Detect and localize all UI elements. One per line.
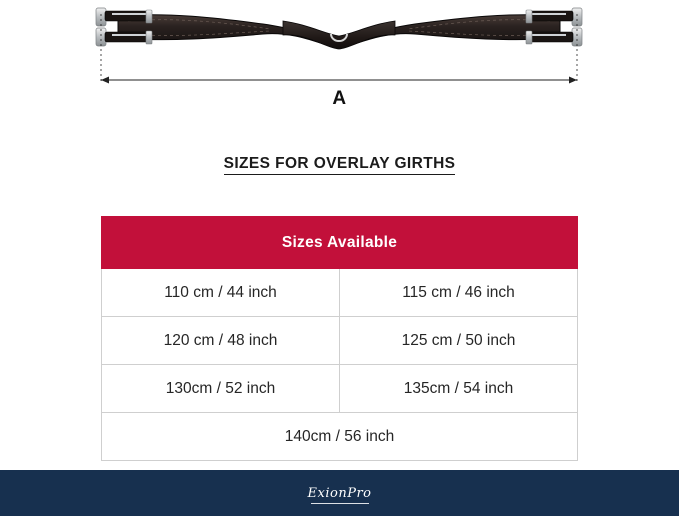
table-header-row [102, 217, 578, 269]
table-header-cell: Sizes Available [102, 217, 578, 269]
horse-girth-illustration [88, 2, 591, 97]
page-title [0, 155, 679, 173]
dimension-label-a: A [332, 88, 347, 109]
size-cell: 110 cm / 44 inch [102, 269, 340, 317]
size-cell: 115 cm / 46 inch [340, 269, 578, 317]
girth-center-pad [283, 21, 395, 49]
table-row [102, 365, 578, 413]
size-cell: 120 cm / 48 inch [102, 317, 340, 365]
table-row [102, 413, 578, 461]
size-cell: 130cm / 52 inch [102, 365, 340, 413]
footer-bar [0, 470, 679, 516]
table-row [102, 269, 578, 317]
size-cell: 125 cm / 50 inch [340, 317, 578, 365]
table-row [102, 317, 578, 365]
brand-underline [311, 503, 369, 504]
product-illustration-area [0, 0, 679, 118]
page-title-text: SIZES FOR OVERLAY GIRTHS [224, 155, 456, 175]
size-cell: 135cm / 54 inch [340, 365, 578, 413]
brand-logo: ExionPro [307, 485, 372, 501]
sizes-table [101, 216, 578, 461]
size-cell-full-width: 140cm / 56 inch [102, 413, 578, 461]
